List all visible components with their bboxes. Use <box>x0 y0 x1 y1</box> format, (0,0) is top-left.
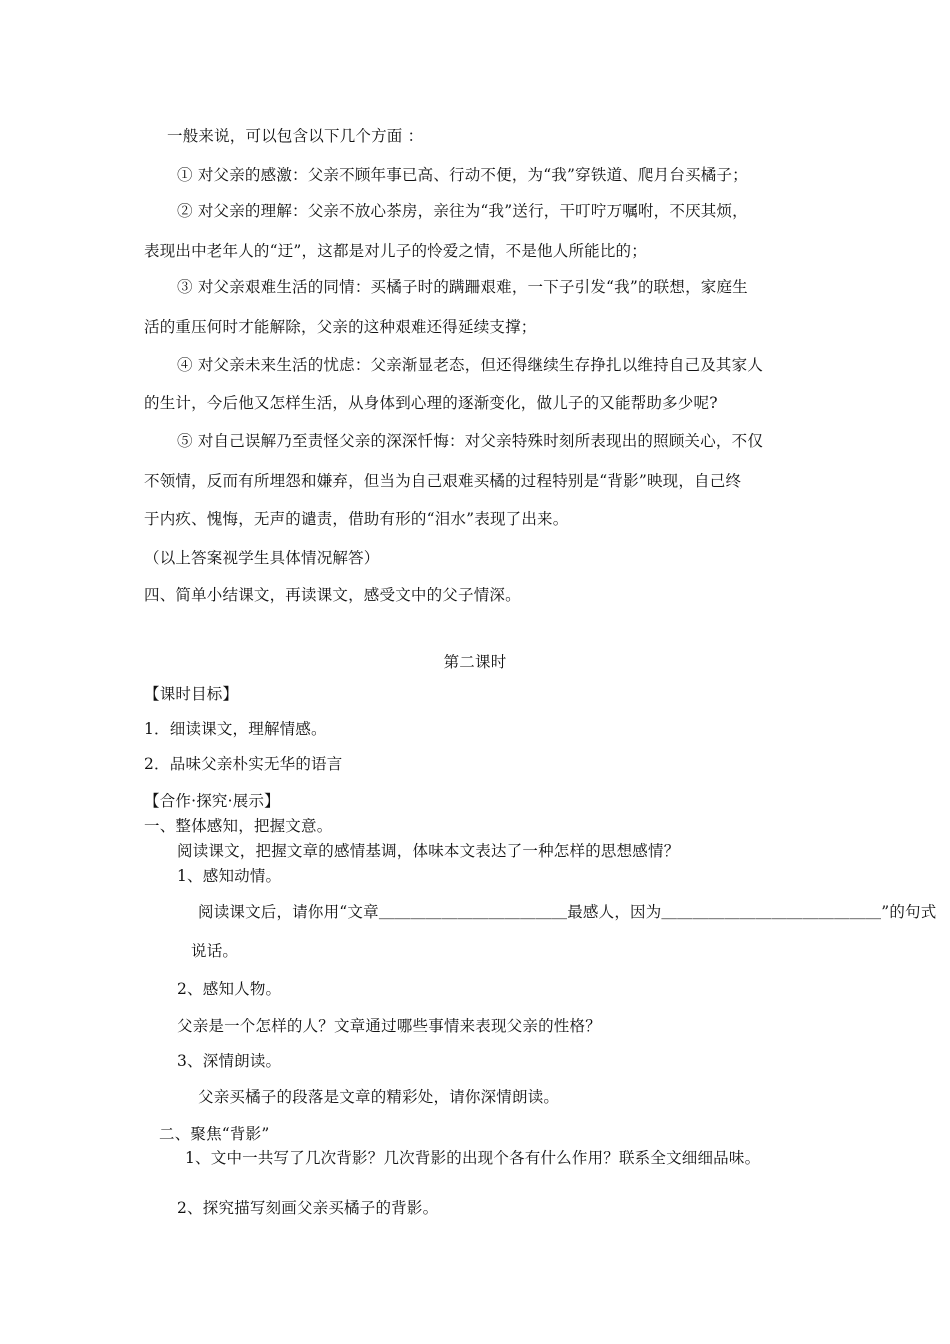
question-2-prompt: 父亲是一个怎样的人？文章通过哪些事情来表现父亲的性格？ <box>177 1017 601 1035</box>
item-5-line-3: 于内疚、愧悔，无声的谴责，借助有形的“泪水”表现了出来。 <box>144 510 569 528</box>
item-4-line-2: 的生计，今后他又怎样生活，从身体到心理的逐渐变化，做儿子的又能帮助多少呢? <box>144 394 718 412</box>
item-5-line-2: 不领情，反而有所埋怨和嫌弃，但当为自己艰难买橘的过程特别是“背影”映现，自己终 <box>144 472 742 490</box>
part-2-question-1: 1、文中一共写了几次背影？几次背影的出现个各有什么作用？联系全文细细品味。 <box>185 1149 761 1167</box>
item-2-line-2: 表现出中老年人的“迂”，这都是对儿子的怜爱之情，不是他人所能比的； <box>144 242 647 260</box>
question-1-prompt-end: 说话。 <box>191 942 239 960</box>
intro-line: 一般来说，可以包含以下几个方面 ： <box>167 127 424 145</box>
question-1: 1、感知动情。 <box>177 867 282 885</box>
part-1-description: 阅读课文，把握文章的感情基调，体味本文表达了一种怎样的思想感情？ <box>177 842 680 860</box>
part-2-question-2: 2、探究描写刻画父亲买橘子的背影。 <box>177 1199 439 1217</box>
part-1-heading: 一、整体感知，把握文意。 <box>144 817 333 835</box>
question-2: 2、感知人物。 <box>177 980 282 998</box>
question-1-prompt: 阅读课文后，请你用“文章＿＿＿＿＿＿＿＿＿＿＿＿最感人，因为＿＿＿＿＿＿＿＿＿＿＿＿＿＿”的句式 <box>198 903 937 921</box>
answer-note: （以上答案视学生具体情况解答） <box>144 549 380 567</box>
item-3-line-1: ③ 对父亲艰难生活的同情：买橘子时的蹒跚艰难，一下子引发“我”的联想，家庭生 <box>177 278 748 296</box>
item-4-line-1: ④ 对父亲未来生活的忧虑：父亲渐显老态，但还得继续生存挣扎以维持自己及其家人 <box>177 356 764 374</box>
question-3: 3、深情朗读。 <box>177 1052 282 1070</box>
lesson-title: 第二课时 <box>443 653 507 671</box>
goals-header: 【课时目标】 <box>144 685 239 703</box>
item-5-line-1: ⑤ 对自己误解乃至责怪父亲的深深忏悔：对父亲特殊时刻所表现出的照顾关心，不仅 <box>177 432 764 450</box>
step-four: 四、简单小结课文，再读课文，感受文中的父子情深。 <box>144 586 521 604</box>
coop-header: 【合作·探究·展示】 <box>144 792 280 810</box>
item-1: ① 对父亲的感激：父亲不顾年事已高、行动不便，为“我”穿铁道、爬月台买橘子； <box>177 166 748 184</box>
question-3-prompt: 父亲买橘子的段落是文章的精彩处，请你深情朗读。 <box>198 1088 560 1106</box>
part-2-heading: 二、聚焦“背影” <box>159 1125 270 1143</box>
item-3-line-2: 活的重压何时才能解除，父亲的这种艰难还得延续支撑； <box>144 318 537 336</box>
item-2-line-1: ② 对父亲的理解：父亲不放心茶房，亲往为“我”送行，干叮咛万嘱咐，不厌其烦， <box>177 202 748 220</box>
goal-1: 1．细读课文，理解情感。 <box>144 720 327 738</box>
goal-2: 2．品味父亲朴实无华的语言 <box>144 755 343 773</box>
